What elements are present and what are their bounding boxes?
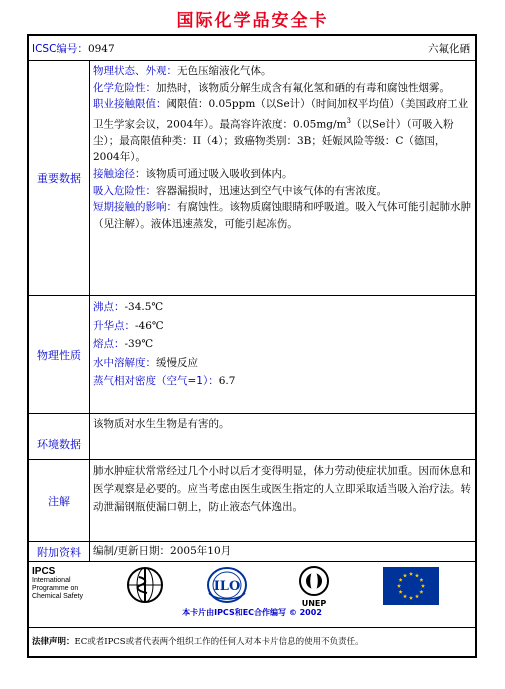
logos-row xyxy=(29,562,475,628)
legal-row xyxy=(29,628,475,656)
credit-line: 本卡片由IPCS和EC合作编写 © 2002 xyxy=(182,608,322,617)
important-item: 短期接触的影响：有腐蚀性。该物质腐蚀眼睛和呼吸道。吸入气体可能引起肺水肿（见注解）。液体迅速蒸发，可能引起冻伤。 xyxy=(93,201,471,230)
substance-name: 六氟化硒 xyxy=(428,43,470,55)
physical-item: 沸点：-34.5℃ xyxy=(93,301,164,313)
card-title: 国际化学品安全卡 xyxy=(176,11,329,31)
important-item: 吸入危险性：容器漏损时，迅速达到空气中该气体的有害浓度。 xyxy=(93,184,387,197)
header-row xyxy=(29,36,475,61)
section-label-environment: 环境数据 xyxy=(29,414,90,459)
ipcs-logo-text: IPCS International Programme on Chemical Safety xyxy=(32,566,83,600)
notes-content: 肺水肿症状常常经过几个小时以后才变得明显，体力劳动使症状加重。因而休息和医学观察是必要的。应当考虑由医生或医生指定的人立即采取适当吸入治疗法。转动泄漏钢瓶使漏口朝上，防止液态气体逸出。 xyxy=(93,465,471,513)
physical-item: 水中溶解度：缓慢反应 xyxy=(93,356,198,369)
section-label-notes: 注解 xyxy=(29,460,90,541)
important-item: 接触途径：该物质可通过吸入吸收到体内。 xyxy=(93,168,293,181)
unep-emblem-icon xyxy=(291,564,337,608)
icsc-number: ICSC编号：0947 xyxy=(32,43,115,55)
icsc-card xyxy=(27,34,477,658)
important-item: 化学危险性：加热时，该物质分解生成含有氟化氢和硒的有毒和腐蚀性烟雾。 xyxy=(93,81,450,94)
important-item: 职业接触限值：阈限值：0.05ppm（以Se计）（时间加权平均值）（美国政府工业卫生学家会议，2004年）。最高容许浓度：$0.05mg/m^3$（以Se计）（可吸入粉尘）；最高限值种类：II（4）；致癌物类别：3B；妊娠风险等级：C（德国，2004年）。 xyxy=(93,98,469,164)
section-label-additional: 附加资料 xyxy=(29,542,90,561)
svg-text:ILO: ILO xyxy=(213,579,241,594)
svg-text:UNEP: UNEP xyxy=(301,599,327,608)
legal-notice: 法律声明：EC或者IPCS或者代表两个组织工作的任何人对本卡片信息的使用不负责任。 xyxy=(32,637,364,647)
environment-content: 该物质对水生生物是有害的。 xyxy=(93,418,230,430)
physical-item: 熔点：-39℃ xyxy=(93,338,154,350)
additional-content: 编制/更新日期：2005年10月 xyxy=(93,545,232,557)
physical-item: 蒸气相对密度（空气=1）：6.7 xyxy=(93,375,236,387)
section-physical-properties xyxy=(29,296,475,414)
who-emblem-icon xyxy=(125,565,165,605)
section-additional-info xyxy=(29,542,475,562)
section-notes xyxy=(29,460,475,542)
section-environment xyxy=(29,414,475,460)
section-label-physical: 物理性质 xyxy=(29,296,90,413)
physical-properties-content xyxy=(93,298,471,391)
important-data-content xyxy=(93,63,471,232)
physical-item: 升华点：-46℃ xyxy=(93,319,164,332)
eu-flag-icon xyxy=(383,567,439,605)
section-label-important: 重要数据 xyxy=(29,61,90,295)
ilo-emblem-icon xyxy=(205,565,249,605)
section-important-data xyxy=(29,61,475,296)
important-item: 物理状态、外观：无色压缩液化气体。 xyxy=(93,65,272,77)
